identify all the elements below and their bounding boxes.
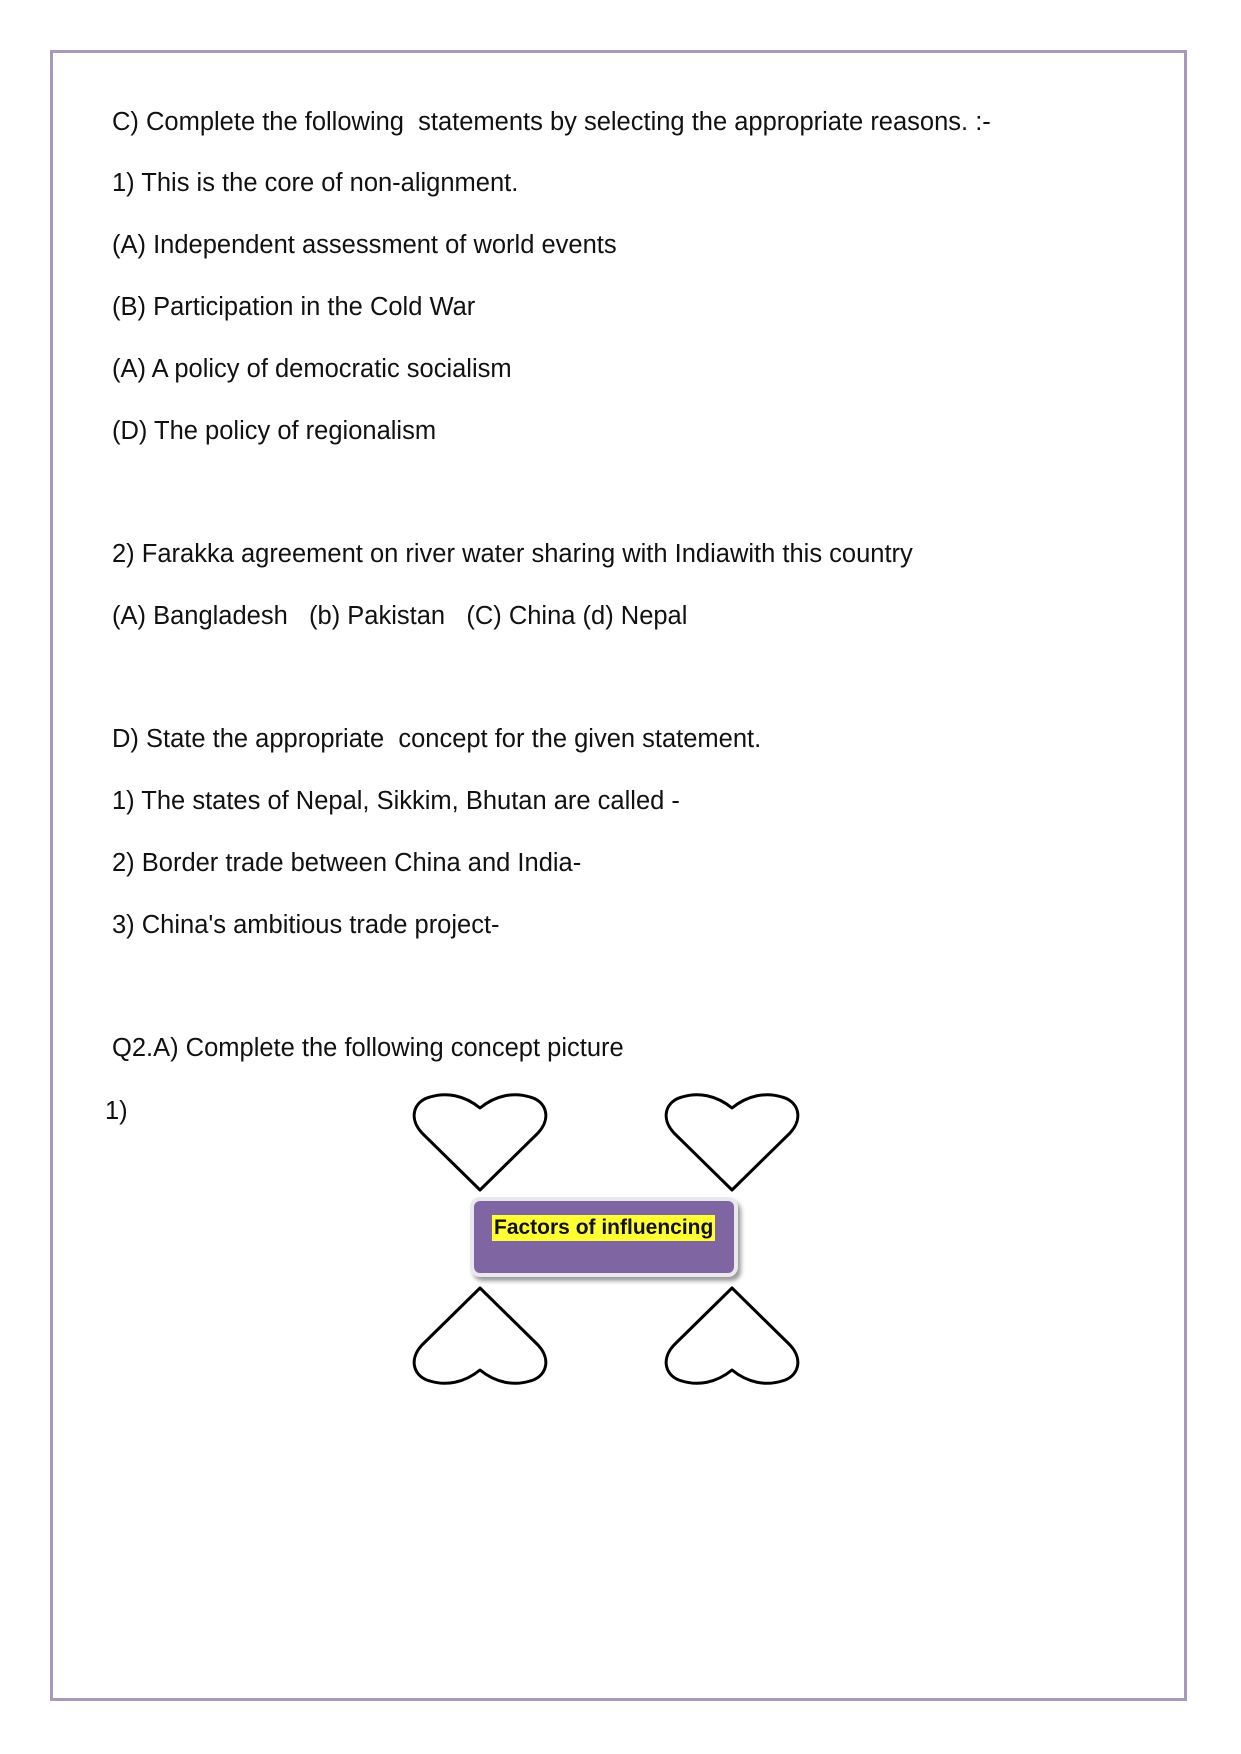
section-d-heading: D) State the appropriate concept for the given statement. (112, 725, 762, 753)
question-c2: 2) Farakka agreement on river water sharing with Indiawith this country (112, 540, 913, 568)
heart-bottom-right (666, 1288, 798, 1383)
q2a-item-number: 1) (105, 1097, 128, 1125)
question-d1: 1) The states of Nepal, Sikkim, Bhutan are called - (112, 787, 680, 815)
heart-top-right (666, 1095, 798, 1190)
section-c-heading: C) Complete the following statements by selecting the appropriate reasons. :- (112, 108, 991, 136)
option-c1-a: (A) Independent assessment of world events (112, 231, 617, 259)
question-d2: 2) Border trade between China and India- (112, 849, 582, 877)
question-c1: 1) This is the core of non-alignment. (112, 169, 519, 197)
option-c1-b: (B) Participation in the Cold War (112, 293, 476, 321)
concept-center-box (470, 1197, 738, 1277)
q2a-heading: Q2.A) Complete the following concept picture (112, 1034, 624, 1062)
concept-center-label: Factors of influencing (494, 1216, 714, 1239)
options-c2: (A) Bangladesh (b) Pakistan (C) China (d) Nepal (112, 602, 688, 630)
heart-top-left (414, 1095, 546, 1190)
option-c1-c: (A) A policy of democratic socialism (112, 355, 512, 383)
option-c1-d: (D) The policy of regionalism (112, 417, 437, 445)
heart-bottom-left (414, 1288, 546, 1383)
question-d3: 3) China's ambitious trade project- (112, 911, 500, 939)
